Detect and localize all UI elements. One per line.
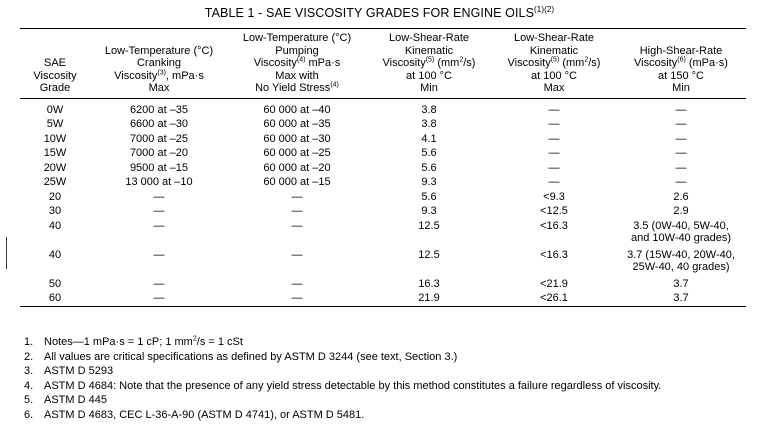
cell-kinematic-max: — — [548, 132, 560, 145]
header-high-shear-viscosity: High-Shear-Rate Viscosity$^{(6)}$ (mPa·s) at 150 °C Min — [634, 44, 728, 94]
cell-pumping-viscosity: — — [291, 292, 303, 304]
cell-kinematic-min: 12.5 — [418, 219, 440, 232]
header-cranking-viscosity: Low-Temperature (°C) Cranking Viscosity$^{(3)}$, mPa·s Max — [104, 44, 214, 94]
cell-high-shear-min: 3.7 (15W-40, 20W-40, 25W-40, 40 grades) — [627, 248, 735, 273]
footnote-item — [24, 350, 661, 365]
footnote-item — [24, 335, 661, 350]
table-row — [20, 277, 746, 292]
cell-cranking-viscosity: 7000 at –20 — [129, 147, 189, 159]
cell-kinematic-min: 16.3 — [418, 277, 440, 290]
footnote-item — [24, 379, 661, 394]
table-row — [20, 117, 746, 132]
footnote-text: All values are critical specifications as defined by ASTM D 3244 (see text, Section 3.) — [44, 350, 458, 363]
cell-sae-grade: 40 — [48, 219, 62, 232]
cell-kinematic-min: 3.8 — [421, 103, 437, 116]
cell-kinematic-max: — — [548, 161, 560, 174]
table-row — [20, 219, 746, 248]
cell-pumping-viscosity: 60 000 at –25 — [263, 147, 331, 159]
cell-sae-grade: 50 — [48, 277, 62, 290]
cell-sae-grade: 0W — [46, 103, 64, 116]
footnote-number: 5. — [24, 394, 34, 406]
cell-cranking-viscosity: — — [153, 190, 165, 203]
cell-sae-grade: 5W — [46, 118, 64, 130]
footnote-text: /s = 1 cSt — [196, 336, 243, 348]
cell-kinematic-min: 12.5 — [418, 248, 440, 261]
cell-pumping-viscosity: — — [291, 190, 303, 203]
cell-sae-grade: 15W — [43, 147, 67, 159]
cell-pumping-viscosity: 60 000 at –30 — [263, 132, 331, 145]
footnote-text: Notes—1 mPa·s = 1 cP; 1 mm — [44, 336, 193, 348]
cell-cranking-viscosity: 7000 at –25 — [129, 132, 189, 145]
table-row — [20, 190, 746, 205]
cell-kinematic-max: — — [548, 147, 560, 159]
cell-kinematic-min: 21.9 — [418, 292, 440, 304]
cell-high-shear-min: — — [675, 147, 687, 159]
header-sae-grade: SAE Viscosity Grade — [33, 57, 77, 94]
footnote-number: 4. — [24, 379, 34, 392]
footnote-number: 1. — [24, 336, 34, 348]
cell-sae-grade: 30 — [48, 205, 62, 217]
footnote-number: 6. — [24, 408, 34, 421]
cell-kinematic-min: 9.3 — [421, 205, 437, 217]
cell-pumping-viscosity: 60 000 at –40 — [263, 103, 331, 116]
cell-sae-grade: 60 — [48, 292, 62, 304]
cell-kinematic-max: — — [548, 118, 560, 130]
table-row — [20, 204, 746, 219]
cell-kinematic-max: <21.9 — [540, 277, 568, 290]
cell-high-shear-min: — — [675, 132, 687, 145]
cell-kinematic-min: 5.6 — [421, 190, 437, 203]
cell-cranking-viscosity: 6600 at –30 — [129, 118, 189, 130]
cell-kinematic-min: 3.8 — [421, 118, 437, 130]
header-kinematic-viscosity-min: Low-Shear-Rate Kinematic Viscosity$^{(5)}$ $(mm^2/s)$ at 100 °C Min — [382, 32, 476, 94]
footnote-number: 2. — [24, 350, 34, 363]
cell-high-shear-min: — — [675, 103, 687, 116]
cell-kinematic-max: <16.3 — [540, 219, 568, 232]
cell-pumping-viscosity: 60 000 at –20 — [263, 161, 331, 174]
table-body — [20, 98, 746, 306]
cell-kinematic-max: <16.3 — [540, 248, 568, 261]
change-bar — [6, 237, 7, 269]
viscosity-grades-table — [20, 28, 746, 307]
footnote-text: ASTM D 4684: Note that the presence of any yield stress detectable by this method constitutes a failure regardless of viscosity. — [44, 379, 662, 392]
cell-high-shear-min: 2.6 — [673, 190, 689, 203]
footnote-text: ASTM D 4683, CEC L-36-A-90 (ASTM D 4741), or ASTM D 5481. — [44, 408, 365, 421]
cell-kinematic-min: 9.3 — [421, 176, 437, 188]
footnote-item — [24, 364, 661, 379]
cell-cranking-viscosity: — — [153, 248, 165, 261]
cell-kinematic-min: 5.6 — [421, 161, 437, 174]
cell-pumping-viscosity: — — [291, 205, 303, 217]
footnote-text: 2 — [192, 335, 197, 343]
table-title-refs: (1)(2) — [534, 5, 555, 14]
footnote-item — [24, 393, 661, 408]
header-pumping-viscosity: Low-Temperature (°C) Pumping Viscosity$^{(4)}$ mPa·s Max with No Yield Stress$^{(4)}$ — [242, 32, 352, 94]
cell-high-shear-min: 3.7 — [673, 277, 689, 290]
cell-high-shear-min: — — [675, 176, 687, 188]
footnote-text: ASTM D 445 — [44, 394, 107, 406]
cell-kinematic-min: 4.1 — [421, 132, 437, 145]
cell-high-shear-min: — — [675, 118, 687, 130]
cell-pumping-viscosity: 60 000 at –35 — [263, 118, 331, 130]
header-kinematic-viscosity-max: Low-Shear-Rate Kinematic Viscosity$^{(5)}$ $(mm^2/s)$ at 100 °C Max — [507, 32, 601, 94]
footnote-item — [24, 408, 661, 423]
cell-kinematic-max: <26.1 — [540, 292, 568, 304]
table-title-text: TABLE 1 - SAE VISCOSITY GRADES FOR ENGINE OILS — [204, 6, 535, 21]
table-row — [20, 291, 746, 306]
cell-kinematic-max: — — [548, 176, 560, 188]
cell-sae-grade: 40 — [48, 248, 62, 261]
cell-cranking-viscosity: 13 000 at –10 — [125, 176, 193, 188]
cell-cranking-viscosity: 6200 at –35 — [129, 103, 189, 116]
cell-pumping-viscosity: — — [291, 248, 303, 261]
cell-kinematic-min: 5.6 — [421, 147, 437, 159]
table-row — [20, 132, 746, 147]
cell-cranking-viscosity: — — [153, 277, 165, 290]
cell-sae-grade: 10W — [43, 132, 67, 145]
cell-cranking-viscosity: — — [153, 292, 165, 304]
cell-cranking-viscosity: 9500 at –15 — [129, 161, 189, 174]
table-title — [0, 5, 759, 20]
cell-cranking-viscosity: — — [153, 219, 165, 232]
cell-kinematic-max: <12.5 — [540, 205, 568, 217]
cell-cranking-viscosity: — — [153, 205, 165, 217]
cell-kinematic-max: — — [548, 103, 560, 116]
cell-kinematic-max: <9.3 — [543, 190, 565, 203]
cell-sae-grade: 25W — [43, 176, 67, 188]
cell-sae-grade: 20W — [43, 161, 67, 174]
footnotes-list — [24, 335, 661, 422]
cell-high-shear-min: 3.5 (0W-40, 5W-40, and 10W-40 grades) — [630, 219, 732, 244]
cell-high-shear-min: 3.7 — [673, 292, 689, 304]
table-row — [20, 161, 746, 176]
cell-pumping-viscosity: — — [291, 277, 303, 290]
cell-high-shear-min: 2.9 — [673, 205, 689, 217]
table-row — [20, 146, 746, 161]
cell-pumping-viscosity: 60 000 at –15 — [263, 176, 331, 188]
footnote-number: 3. — [24, 365, 34, 377]
cell-pumping-viscosity: — — [291, 219, 303, 232]
footnote-text: ASTM D 5293 — [44, 365, 114, 377]
cell-sae-grade: 20 — [48, 190, 62, 203]
table-row — [20, 175, 746, 190]
header-row — [20, 29, 746, 99]
cell-high-shear-min: — — [675, 161, 687, 174]
table-row — [20, 98, 746, 117]
table-row — [20, 248, 746, 277]
